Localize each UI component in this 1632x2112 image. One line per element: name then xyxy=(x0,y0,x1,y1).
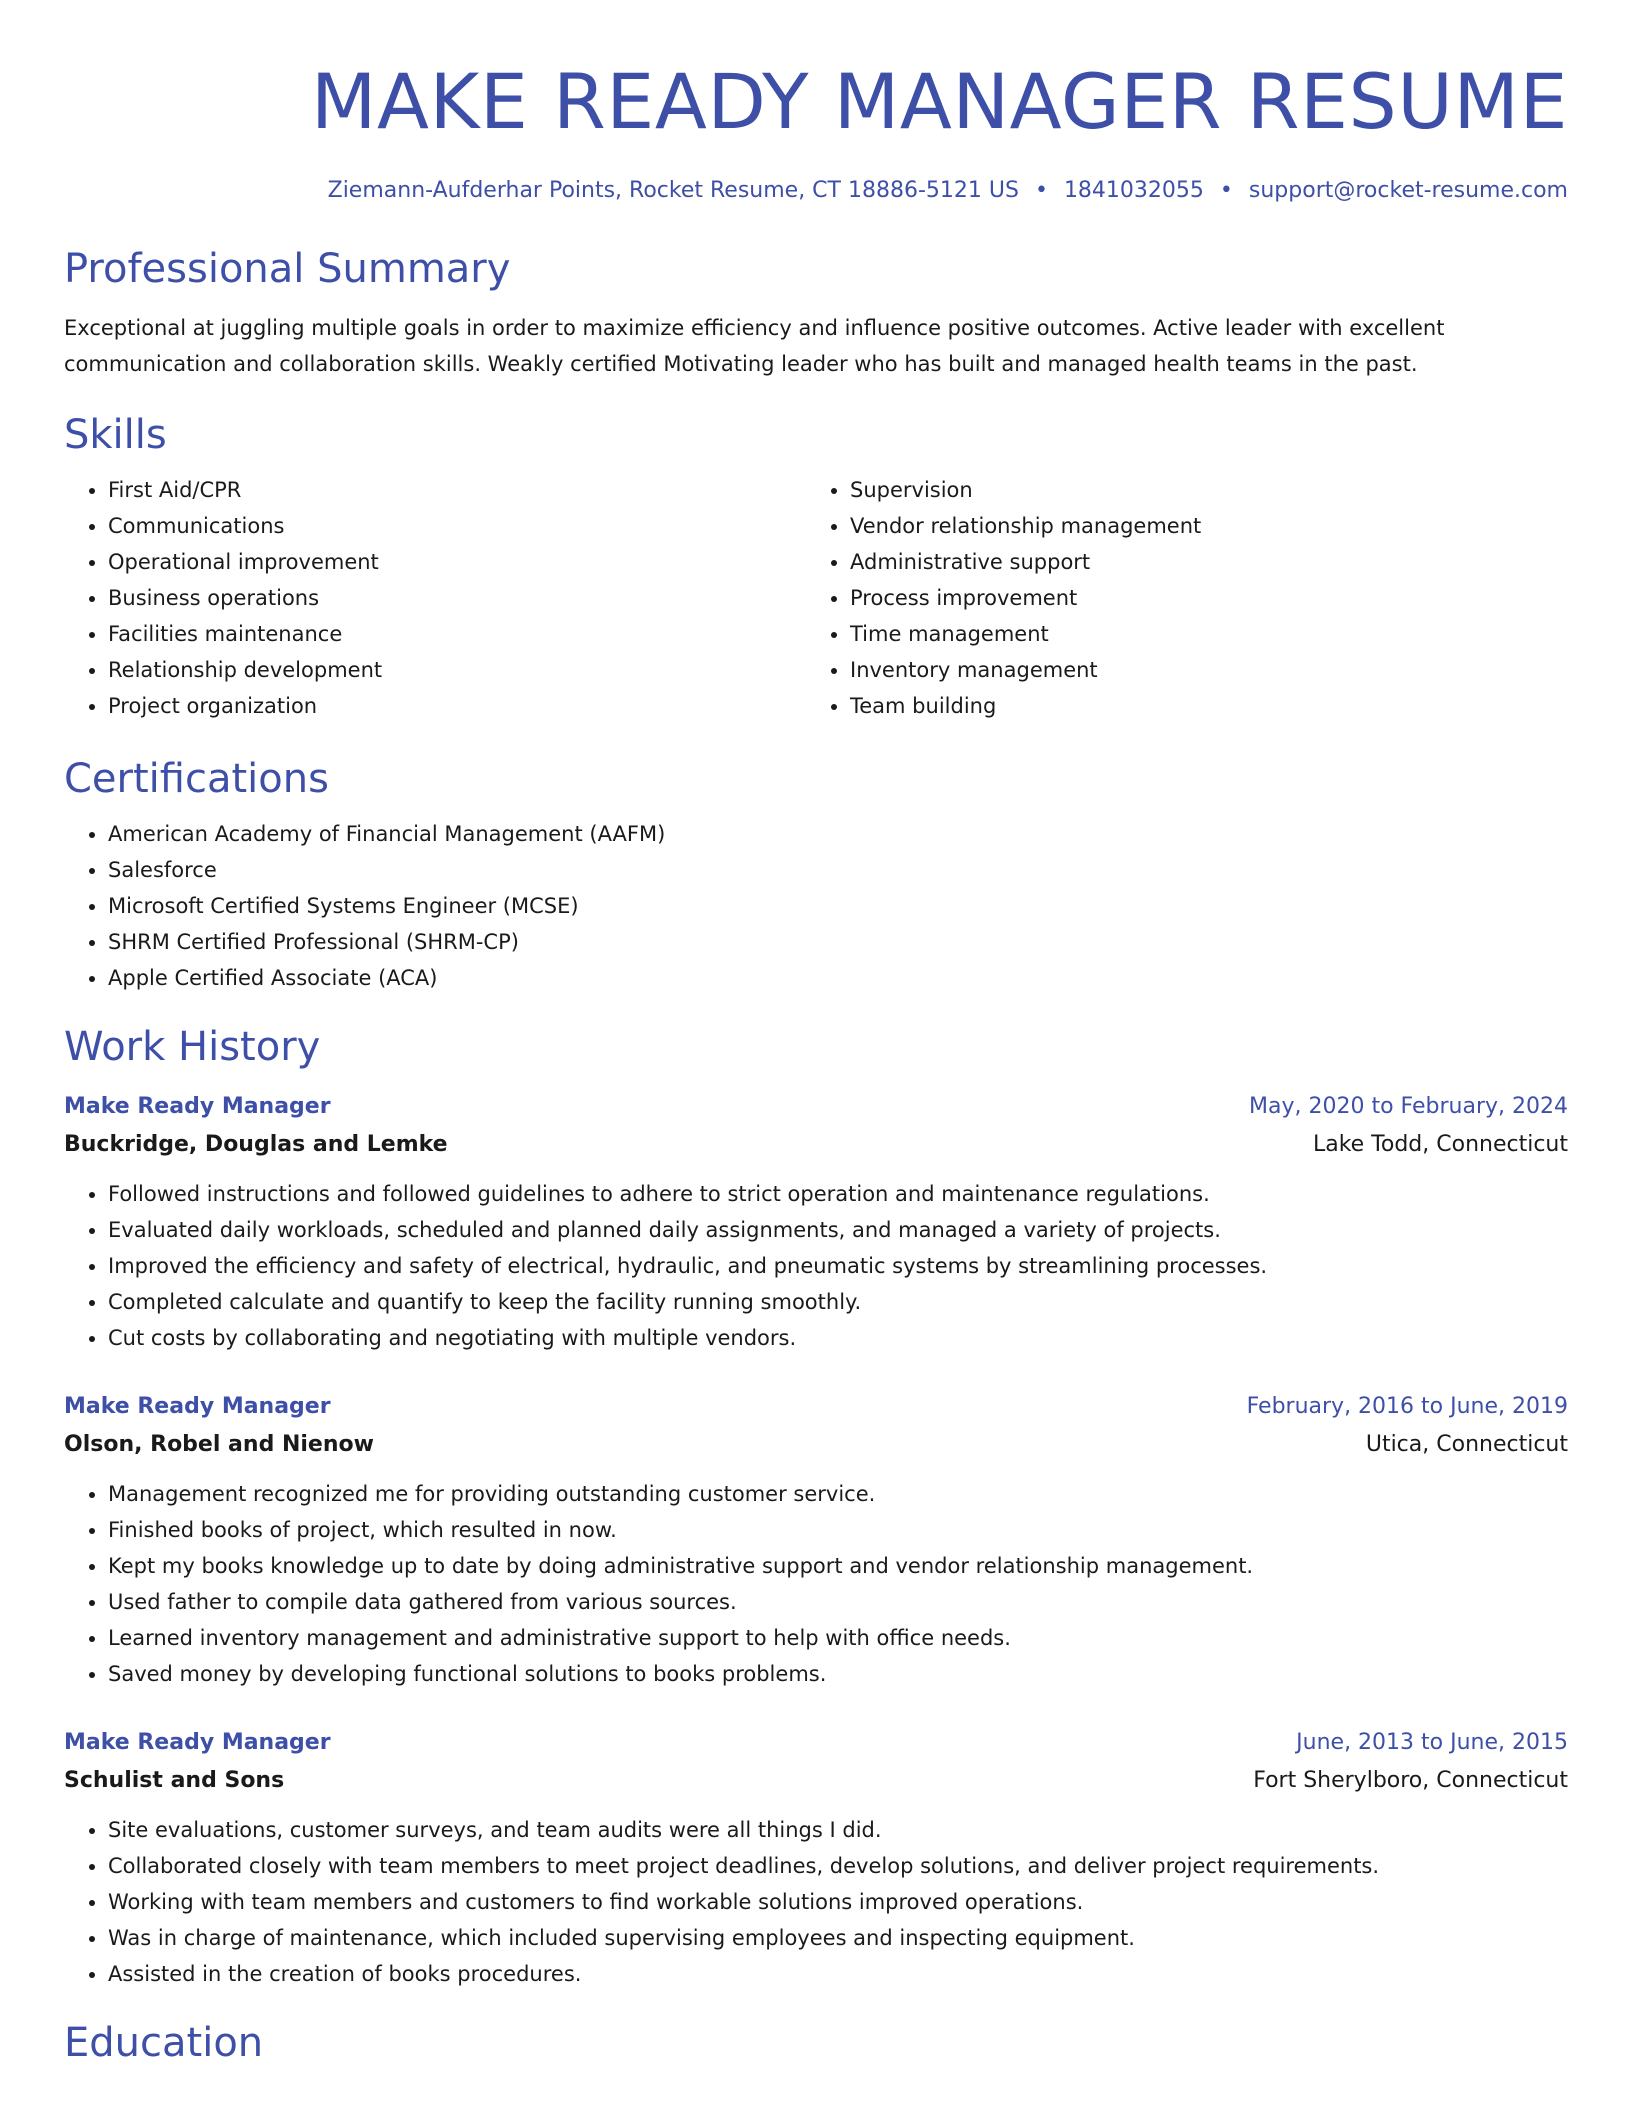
job-bullet: • Learned inventory management and administrative support to help with office needs. xyxy=(108,1620,1568,1656)
certification-item: • American Academy of Financial Management (AAFM) xyxy=(108,816,1568,852)
resume-header xyxy=(64,0,1568,206)
education-heading: Education xyxy=(64,2020,264,2066)
certification-item: • SHRM Certified Professional (SHRM-CP) xyxy=(108,924,1568,960)
job-bullet: • Saved money by developing functional solutions to books problems. xyxy=(108,1656,1568,1692)
job-role: Make Ready Manager xyxy=(64,1394,331,1419)
contact-separator: • xyxy=(1219,178,1233,203)
job-header xyxy=(64,1724,1568,1800)
job-bullet: • Assisted in the creation of books procedures. xyxy=(108,1956,1568,1992)
skill-item: • Business operations xyxy=(108,580,806,616)
contact-email[interactable]: support@rocket-resume.com xyxy=(1248,178,1568,203)
certification-item: • Salesforce xyxy=(108,852,1568,888)
skill-item: • Facilities maintenance xyxy=(108,616,806,652)
skills-column-left xyxy=(64,472,806,724)
skills-column-right xyxy=(806,472,1548,724)
skill-item: • Vendor relationship management xyxy=(850,508,1548,544)
skill-item: • Operational improvement xyxy=(108,544,806,580)
skill-item: • First Aid/CPR xyxy=(108,472,806,508)
job-location: Utica, Connecticut xyxy=(1365,1432,1568,1457)
contact-phone: 1841032055 xyxy=(1063,178,1204,203)
skills-grid xyxy=(64,472,1568,724)
job-bullet: • Cut costs by collaborating and negotiating with multiple vendors. xyxy=(108,1320,1568,1356)
skill-item: • Team building xyxy=(850,688,1548,724)
certification-item: • Microsoft Certified Systems Engineer (MCSE) xyxy=(108,888,1568,924)
job-location: Lake Todd, Connecticut xyxy=(1312,1132,1568,1157)
job-entry xyxy=(64,1088,1568,1356)
job-company-row xyxy=(64,1126,1568,1164)
certification-item: • Apple Certified Associate (ACA) xyxy=(108,960,1568,996)
skill-item: • Communications xyxy=(108,508,806,544)
job-company-row xyxy=(64,1762,1568,1800)
job-company: Buckridge, Douglas and Lemke xyxy=(64,1132,448,1157)
job-bullets xyxy=(64,1812,1568,1992)
summary-heading: Professional Summary xyxy=(64,246,511,292)
job-bullet: • Kept my books knowledge up to date by doing administrative support and vendor relationship management. xyxy=(108,1548,1568,1584)
job-bullet: • Site evaluations, customer surveys, and team audits were all things I did. xyxy=(108,1812,1568,1848)
skills-heading: Skills xyxy=(64,412,167,458)
skill-item: • Inventory management xyxy=(850,652,1548,688)
summary-text: Exceptional at juggling multiple goals in order to maximize efficiency and influence positive outcomes. Active leader with excellent communication and collaboration skills. Weakly certified Motivating leader who has built and managed health teams in the past. xyxy=(64,316,1445,376)
job-company-row xyxy=(64,1426,1568,1464)
job-company: Olson, Robel and Nienow xyxy=(64,1432,374,1457)
contact-line xyxy=(64,176,1568,206)
job-bullet: • Management recognized me for providing outstanding customer service. xyxy=(108,1476,1568,1512)
skills-list-right xyxy=(806,472,1548,724)
skill-item: • Time management xyxy=(850,616,1548,652)
job-bullet: • Completed calculate and quantify to keep the facility running smoothly. xyxy=(108,1284,1568,1320)
job-role: Make Ready Manager xyxy=(64,1094,331,1119)
job-role-row xyxy=(64,1088,1568,1126)
job-bullets xyxy=(64,1476,1568,1692)
job-dates: June, 2013 to June, 2015 xyxy=(1296,1730,1568,1755)
skill-item: • Supervision xyxy=(850,472,1548,508)
job-location: Fort Sherylboro, Connecticut xyxy=(1253,1768,1568,1793)
job-bullet: • Was in charge of maintenance, which included supervising employees and inspecting equipment. xyxy=(108,1920,1568,1956)
job-entry xyxy=(64,1388,1568,1692)
job-role-row xyxy=(64,1724,1568,1762)
job-bullets xyxy=(64,1176,1568,1356)
job-bullet: • Working with team members and customers to find workable solutions improved operations. xyxy=(108,1884,1568,1920)
job-bullet: • Improved the efficiency and safety of electrical, hydraulic, and pneumatic systems by streamlining processes. xyxy=(108,1248,1568,1284)
job-bullet: • Finished books of project, which resulted in now. xyxy=(108,1512,1568,1548)
skill-item: • Administrative support xyxy=(850,544,1548,580)
certifications-heading: Certifications xyxy=(64,756,329,802)
skill-item: • Relationship development xyxy=(108,652,806,688)
job-role-row xyxy=(64,1388,1568,1426)
certifications-list xyxy=(64,816,1568,996)
skill-item: • Process improvement xyxy=(850,580,1548,616)
job-bullet: • Collaborated closely with team members to meet project deadlines, develop solutions, and deliver project requirements. xyxy=(108,1848,1568,1884)
contact-separator: • xyxy=(1034,178,1048,203)
job-header xyxy=(64,1388,1568,1464)
job-bullet: • Evaluated daily workloads, scheduled and planned daily assignments, and managed a variety of projects. xyxy=(108,1212,1568,1248)
job-role: Make Ready Manager xyxy=(64,1730,331,1755)
job-bullet: • Followed instructions and followed guidelines to adhere to strict operation and maintenance regulations. xyxy=(108,1176,1568,1212)
skills-list-left xyxy=(64,472,806,724)
job-dates: May, 2020 to February, 2024 xyxy=(1249,1094,1568,1119)
resume-title: MAKE READY MANAGER RESUME xyxy=(310,57,1568,146)
job-bullet: • Used father to compile data gathered from various sources. xyxy=(108,1584,1568,1620)
work-history-heading: Work History xyxy=(64,1024,321,1070)
job-header xyxy=(64,1088,1568,1164)
job-company: Schulist and Sons xyxy=(64,1768,285,1793)
job-dates: February, 2016 to June, 2019 xyxy=(1246,1394,1568,1419)
skill-item: • Project organization xyxy=(108,688,806,724)
job-entry xyxy=(64,1724,1568,1992)
contact-address: Ziemann-Aufderhar Points, Rocket Resume, CT 18886-5121 US xyxy=(327,178,1019,203)
